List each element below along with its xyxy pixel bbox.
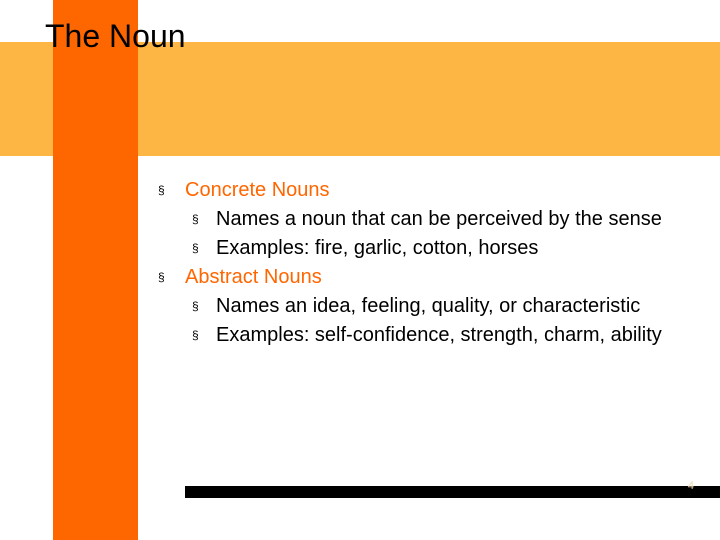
footer-bar [185,486,720,498]
section-point-text: Names an idea, feeling, quality, or characteristic [216,295,641,317]
section-heading-text: Abstract Nouns [185,266,322,288]
page-number: 4 [687,480,694,492]
bullet-icon: § [192,212,199,226]
section-heading-text: Concrete Nouns [185,179,330,201]
section-point [158,205,698,234]
side-accent-band [53,0,138,540]
section-heading-abstract [158,263,698,292]
section-point [158,234,698,263]
bullet-icon: § [192,299,199,313]
slide-content [158,176,698,350]
section-point [158,321,698,350]
section-heading-concrete [158,176,698,205]
bullet-icon: § [158,270,165,284]
section-point [158,292,698,321]
section-point-text: Examples: self-confidence, strength, charm, ability [216,324,662,346]
bullet-icon: § [192,241,199,255]
bullet-icon: § [158,183,165,197]
bullet-icon: § [192,328,199,342]
slide-title: The Noun [45,18,186,54]
section-point-text: Examples: fire, garlic, cotton, horses [216,237,539,259]
section-point-text: Names a noun that can be perceived by the sense [216,208,662,230]
